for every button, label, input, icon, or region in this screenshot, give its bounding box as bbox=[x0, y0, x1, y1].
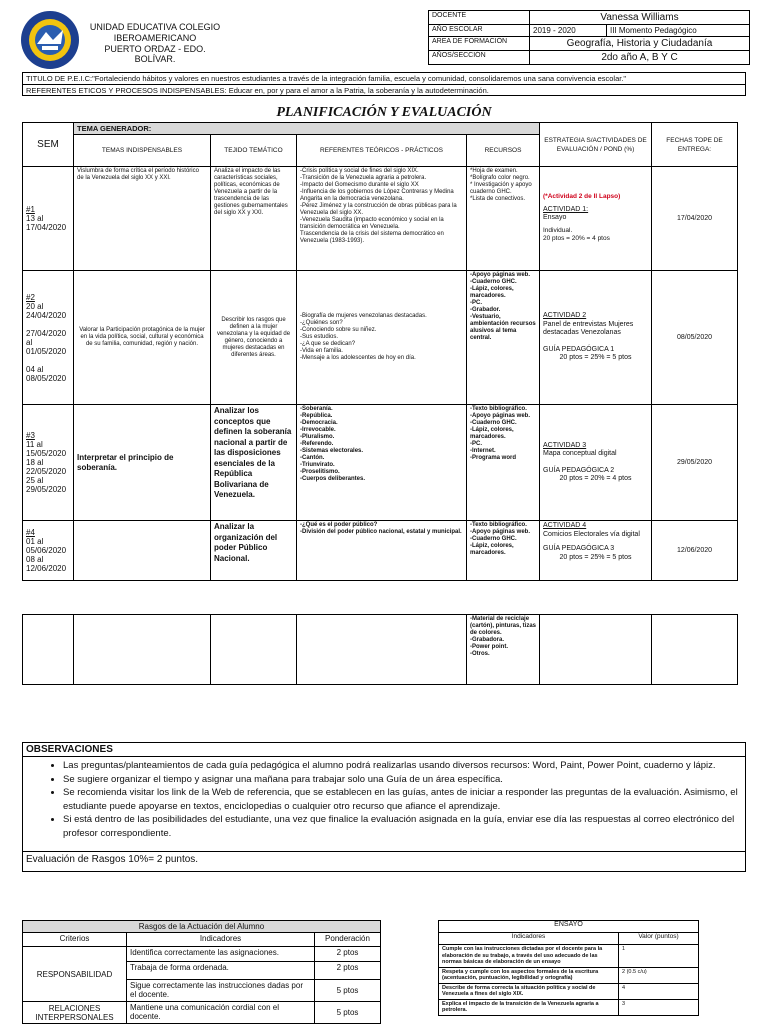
planning-table-continuation bbox=[22, 614, 738, 685]
temas-cell: Vislumbra de forma crítica el período histórico de la Venezuela del siglo XX y XXI. bbox=[74, 167, 211, 271]
ensayo-valor: 4 bbox=[619, 983, 699, 999]
estrategia-title: ACTIVIDAD 3 bbox=[543, 441, 587, 449]
estrategia-red-note: (*Actividad 2 de II Lapso) bbox=[543, 193, 621, 201]
table-row bbox=[23, 1002, 381, 1024]
estrategia-cell bbox=[540, 405, 652, 521]
observacion-item: • Se sugiere organizar el tiempo y asignar una mañana para trabajar solo una Guía de un área específica. bbox=[63, 773, 745, 787]
rasgos-ponderacion-header: Ponderación bbox=[315, 933, 381, 947]
rasgos-indicador: Sigue correctamente las instrucciones dadas por el docente. bbox=[127, 980, 315, 1002]
temas-cell bbox=[74, 521, 211, 581]
estrategia-name: Panel de entrevistas Mujeres destacadas Venezolanas bbox=[543, 320, 634, 337]
sem-cell bbox=[23, 521, 74, 581]
area-label: AREA DE FORMACIÓN bbox=[429, 37, 530, 51]
table-row bbox=[23, 167, 738, 271]
ensayo-title: ENSAYO bbox=[439, 921, 699, 933]
school-logo bbox=[20, 10, 80, 70]
empty-cell bbox=[652, 615, 738, 685]
rasgos-criterio: RESPONSABILIDAD bbox=[23, 947, 127, 1002]
estrategia-pond: 20 ptos = 20% = 4 ptos bbox=[543, 235, 610, 243]
temas-header: TEMAS INDISPENSABLES bbox=[74, 135, 211, 167]
rasgos-table bbox=[22, 920, 381, 1024]
sem-cell bbox=[23, 271, 74, 405]
sem-number: #4 bbox=[26, 528, 35, 537]
sem-header: SEM bbox=[23, 123, 74, 167]
estrategia-cell bbox=[540, 167, 652, 271]
table-row bbox=[23, 405, 738, 521]
tejido-cell: Describir los rasgos que definen a la mujer venezolana y la equidad de género, conociendo a mujeres destacadas en diferentes áreas. bbox=[211, 271, 297, 405]
estrategia-name: Ensayo bbox=[543, 214, 567, 222]
tejido-cell: Analiza el impacto de las características sociales, políticas, económicas de Venezuela a partir de la trascendencia de las gestiones gubernamentales del siglo XX y XXI. bbox=[211, 167, 297, 271]
estrategia-pond: 20 ptos = 25% = 5 ptos bbox=[559, 553, 632, 561]
sem-number: #3 bbox=[26, 431, 35, 440]
estrategia-pond: 20 ptos = 25% = 5 ptos bbox=[559, 354, 632, 362]
docente-value: Vanessa Williams bbox=[530, 11, 750, 25]
empty-cell bbox=[74, 615, 211, 685]
anio-label: AÑO ESCOLAR bbox=[429, 25, 530, 37]
rasgos-criterio: RELACIONES INTERPERSONALES bbox=[23, 1002, 127, 1024]
tejido-cell: Analizar la organización del poder Público Nacional. bbox=[211, 521, 297, 581]
estrategia-cell bbox=[540, 521, 652, 581]
recursos-cell: -Texto bibliográfico. -Apoyo páginas web. -Cuaderno GHC. -Lápiz, colores, marcadores. -PC. -Internet. -Programa word bbox=[467, 405, 540, 521]
table-row bbox=[23, 521, 738, 581]
observacion-item: • Se recomienda visitar los link de la Web de referencia, que se establecen en las guías, antes de iniciar a responder las preguntas de la evaluación. Asimismo, el estudiante puede apoyarse en textos, enciclopedias o cualquier otro recurso que afiance el aprendizaje. bbox=[63, 786, 745, 813]
referentes-cell: -Crisis política y social de fines del siglo XIX. -Transición de la Venezuela agraria a petrolera. -Impacto del Gomecismo durante el siglo XX -Influencia de los gobiernos de López Contreras y Medina Angarita en la democracia venezolana. -Pérez Jiménez y la construcción de obras públicas para la Venezuela del siglo XX. -Venezuela Saudita (impacto económico y social en la transición democrática en Venezuela. Trascendencia de la crisis del sistema democrático en Venezuela (1983-1993). bbox=[297, 167, 467, 271]
recursos-cell: -Apoyo páginas web. -Cuaderno GHC. -Lápiz, colores, marcadores. -PC. -Grabador. -Vestuario, ambientación recursos alusivos al tema central. bbox=[467, 271, 540, 405]
table-row bbox=[439, 983, 699, 999]
recursos-cell: *Hoja de examen. *Bolígrafo color negro. * Investigación y apoyo cuaderno GHC. *Lista de conectivos. bbox=[467, 167, 540, 271]
recursos-cell: -Material de reciclaje (cartón), pinturas, tizas de colores. -Grabadora. -Power point. -Otros. bbox=[467, 615, 540, 685]
ensayo-valor: 3 bbox=[619, 999, 699, 1015]
rasgos-indicador: Mantiene una comunicación cordial con el docente. bbox=[127, 1002, 315, 1024]
estrategia-name: Mapa conceptual digital bbox=[543, 450, 617, 457]
seccion-label: AÑOS/SECCIÓN bbox=[429, 51, 530, 65]
ensayo-ind-header: Indicadores bbox=[439, 933, 619, 945]
rasgos-criterios-header: Criterios bbox=[23, 933, 127, 947]
observaciones-list bbox=[23, 759, 745, 840]
estrategia-extra: Individual. bbox=[543, 226, 573, 234]
estrategia-name: Comicios Electorales vía digital bbox=[543, 530, 640, 538]
referentes-cell: -Soberanía. -República. -Democracia. -Irrevocable. -Pluralismo. -Referendo. -Sistemas electorales. -Cantón. -Triunvirato. -Proselitismo. -Cuerpos deliberantes. bbox=[297, 405, 467, 521]
estrategia-cell bbox=[540, 271, 652, 405]
recursos-header: RECURSOS bbox=[467, 135, 540, 167]
ensayo-table bbox=[438, 920, 699, 1016]
ensayo-valor: 1 bbox=[619, 945, 699, 968]
table-row bbox=[23, 947, 381, 962]
fecha-cell: 17/04/2020 bbox=[652, 167, 738, 271]
rasgos-indicador: Trabaja de forma ordenada. bbox=[127, 962, 315, 980]
tejido-header: TEJIDO TEMÁTICO bbox=[211, 135, 297, 167]
fecha-cell: 08/05/2020 bbox=[652, 271, 738, 405]
temas-cell: Valorar la Participación protagónica de la mujer en la vida política, social, cultural y económica de su familia, comunidad, región y nación. bbox=[74, 271, 211, 405]
table-row bbox=[439, 999, 699, 1015]
table-row bbox=[439, 967, 699, 983]
anio-value: 2019 - 2020 bbox=[530, 25, 607, 37]
estrategia-header: ESTRATEGIA S/ACTIVIDADES DE EVALUACIÓN / POND (%) bbox=[540, 123, 652, 167]
observaciones-footer: Evaluación de Rasgos 10%= 2 puntos. bbox=[23, 851, 745, 867]
table-row bbox=[439, 945, 699, 968]
ensayo-indicador: Respeta y cumple con los aspectos formales de la escritura (acentuación, puntuación, legibilidad y ortografía) bbox=[439, 967, 619, 983]
plan-title: PLANIFICACIÓN Y EVALUACIÓN bbox=[276, 105, 492, 120]
school-name-line1: UNIDAD EDUCATIVA COLEGIO bbox=[89, 22, 221, 32]
rasgos-indicadores-header: Indicadores bbox=[127, 933, 315, 947]
referentes-header: REFERENTES TEÓRICOS - PRÁCTICOS bbox=[297, 135, 467, 167]
school-name-line2: IBEROAMERICANO bbox=[113, 33, 197, 43]
referentes-cell: -¿Qué es el poder público? -División del poder público nacional, estatal y municipal. bbox=[297, 521, 467, 581]
info-table bbox=[428, 10, 750, 65]
titulo-box bbox=[22, 72, 746, 96]
estrategia-title: ACTIVIDAD 1: bbox=[543, 205, 589, 213]
tema-generador-header: TEMA GENERADOR: bbox=[74, 123, 540, 135]
titulo-line bbox=[26, 73, 745, 84]
recursos-cell: -Texto bibliográfico. -Apoyo páginas web. -Cuaderno GHC. -Lápiz, colores, marcadores. bbox=[467, 521, 540, 581]
sem-cell bbox=[23, 405, 74, 521]
referentes-line bbox=[23, 84, 745, 96]
sem-dates: 13 al 17/04/2020 bbox=[26, 214, 67, 232]
rasgos-indicador: Identifica correctamente las asignaciones. bbox=[127, 947, 315, 962]
observacion-item: • Las preguntas/planteamientos de cada guía pedagógica el alumno podrá realizarlas usando diversos recursos: Word, Paint, Power Point, cuaderno y lápiz. bbox=[63, 759, 745, 773]
ensayo-indicador: Cumple con las instrucciones dictadas por el docente para la elaboración de su trabajo, a través del uso adecuado de las normas básicas de elaboración de un ensayo bbox=[439, 945, 619, 968]
estrategia-guide: GUÍA PEDAGÓGICA 1 bbox=[543, 345, 615, 353]
momento-value: III Momento Pedagógico bbox=[607, 25, 750, 37]
sem-number: #1 bbox=[26, 205, 35, 214]
ensayo-indicador: Describe de forma correcta la situación política y social de Venezuela a fines del siglo XIX. bbox=[439, 983, 619, 999]
fechas-header: FECHAS TOPE DE ENTREGA: bbox=[652, 123, 738, 167]
table-row bbox=[23, 271, 738, 405]
sem-dates: 11 al 15/05/2020 18 al 22/05/2020 25 al 29/05/2020 bbox=[26, 440, 67, 494]
tejido-cell: Analizar los conceptos que definen la soberanía nacional a partir de las disposiciones esenciales de la República Bolivariana de Venezuela. bbox=[211, 405, 297, 521]
empty-cell bbox=[297, 615, 467, 685]
docente-label: DOCENTE bbox=[429, 11, 530, 25]
rasgos-title: Rasgos de la Actuación del Alumno bbox=[23, 921, 381, 933]
rasgos-pts: 2 ptos bbox=[315, 962, 381, 980]
ensayo-valor: 2 (0.5 c/u) bbox=[619, 967, 699, 983]
empty-cell bbox=[211, 615, 297, 685]
sem-dates: 20 al 24/04/2020 27/04/2020 al 01/05/2020 04 al 08/05/2020 bbox=[26, 301, 67, 383]
observaciones-title: OBSERVACIONES bbox=[23, 743, 745, 757]
referentes-cell: -Biografía de mujeres venezolanas destacadas. -¿Quiénes son? -Conociendo sobre su niñez. -Sus estudios. -¿A que se dedican? -Vida en familia. -Mensaje a los adolescentes de hoy en día. bbox=[297, 271, 467, 405]
estrategia-title: ACTIVIDAD 4 bbox=[543, 522, 587, 529]
observacion-item: • Si está dentro de las posibilidades del estudiante, una vez que finalice la evaluación asignada en la guía, enviar ese día las respuestas al correo electrónico del profesor correspondiente. bbox=[63, 813, 745, 840]
planning-table bbox=[22, 122, 738, 581]
referentes-label: REFERENTES ETICOS Y PROCESOS INDISPENSABLES: bbox=[26, 86, 227, 95]
ensayo-val-header: Valor (puntos) bbox=[619, 933, 699, 945]
observaciones-box bbox=[22, 742, 746, 872]
sem-cell bbox=[23, 167, 74, 271]
empty-cell bbox=[540, 615, 652, 685]
referentes-text: Educar en, por y para el amor a la Patria, la soberanía y la autodeterminación. bbox=[226, 86, 489, 95]
rasgos-pts: 5 ptos bbox=[315, 1002, 381, 1024]
ensayo-indicador: Explica el impacto de la transición de la Venezuela agraria a petrolera. bbox=[439, 999, 619, 1015]
rasgos-pts: 2 ptos bbox=[315, 947, 381, 962]
empty-cell bbox=[23, 615, 74, 685]
estrategia-guide: GUÍA PEDAGÓGICA 2 bbox=[543, 466, 615, 474]
temas-cell: Interpretar el principio de soberanía. bbox=[74, 405, 211, 521]
estrategia-pond: 20 ptos = 20% = 4 ptos bbox=[559, 475, 632, 482]
titulo-label: TITULO DE P.E.I.C: bbox=[26, 74, 93, 83]
school-name-line3: PUERTO ORDAZ - EDO. BOLÍVAR. bbox=[104, 44, 206, 64]
area-value: Geografía, Historia y Ciudadanía bbox=[530, 37, 750, 51]
rasgos-pts: 5 ptos bbox=[315, 980, 381, 1002]
estrategia-title: ACTIVIDAD 2 bbox=[543, 312, 587, 320]
fecha-cell: 12/06/2020 bbox=[652, 521, 738, 581]
sem-number: #2 bbox=[26, 292, 35, 302]
fecha-cell: 29/05/2020 bbox=[652, 405, 738, 521]
titulo-text: "Fortaleciendo hábitos y valores en nuestros estudiantes a través de la integración familia, escuela y comunidad, consolidaremos una sana convivencia escolar." bbox=[92, 74, 627, 83]
seccion-value: 2do año A, B Y C bbox=[530, 51, 750, 65]
sem-dates: 01 al 05/06/2020 08 al 12/06/2020 bbox=[26, 537, 67, 573]
estrategia-guide: GUÍA PEDAGÓGICA 3 bbox=[543, 545, 615, 552]
